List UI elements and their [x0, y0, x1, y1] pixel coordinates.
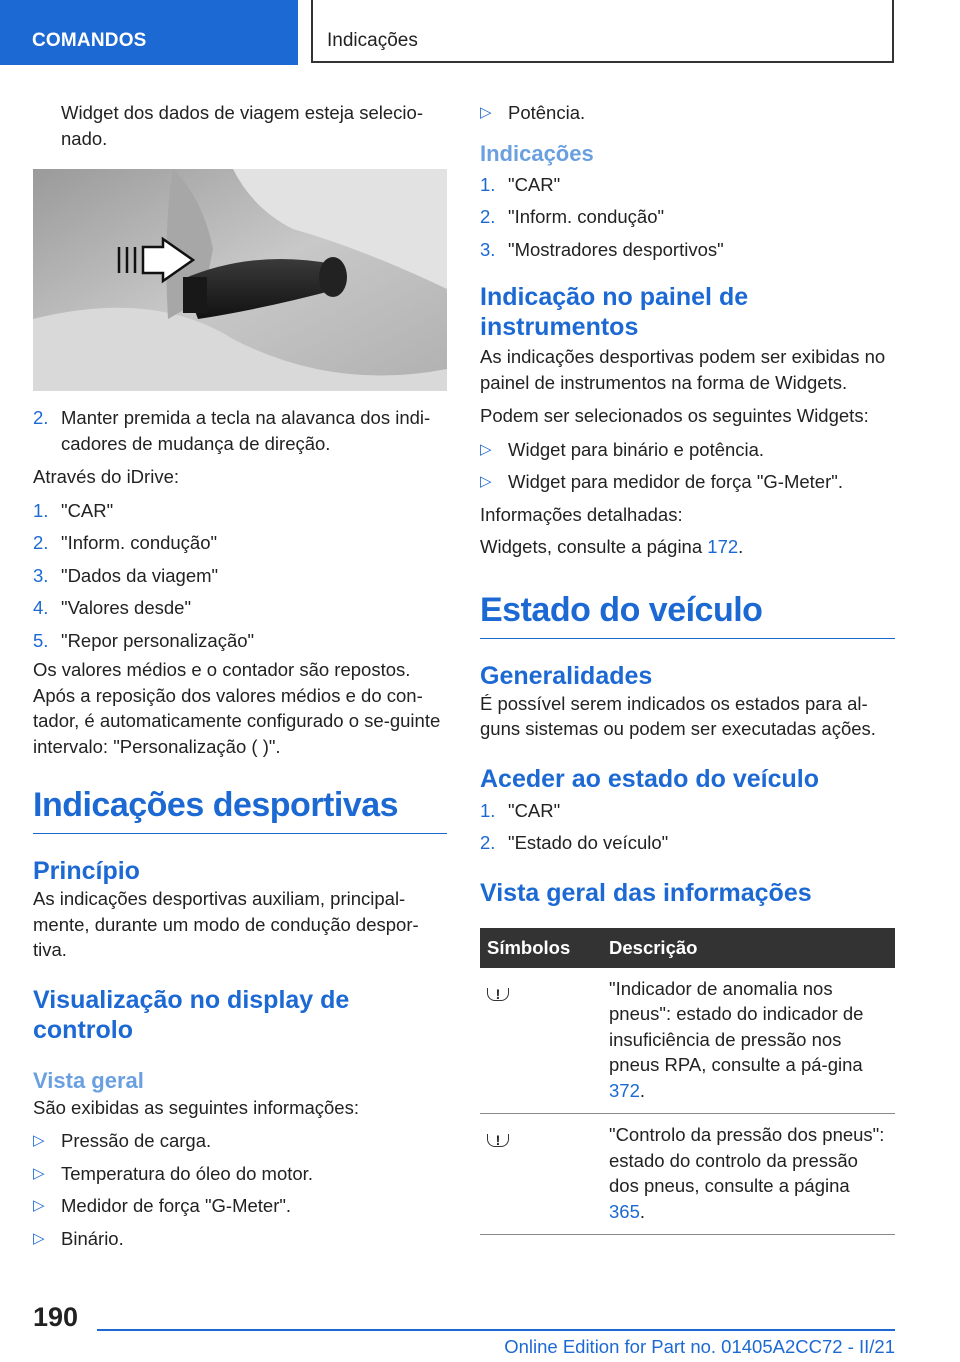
list-item: ▷ Pressão de carga. [33, 1128, 447, 1154]
bullet-triangle-icon: ▷ [480, 104, 492, 121]
select-paragraph: Podem ser selecionados os seguintes Widgets: [480, 405, 869, 426]
status-symbols-table [480, 928, 895, 1236]
idrive-intro: Através do iDrive: [33, 466, 179, 487]
footer-divider [97, 1329, 895, 1331]
indications-step-list [480, 172, 895, 263]
list-item: 1. "CAR" [33, 499, 114, 521]
overview-paragraph: São exibidas as seguintes informações: [33, 1096, 359, 1118]
general-paragraph: É possível serem indicados os estados para al-guns sistemas ou podem ser executadas ações. [480, 692, 876, 739]
heading-display: Visualização no display de controlo [33, 985, 350, 1044]
list-item: ▷ Binário. [33, 1226, 447, 1252]
lever-step-list [33, 405, 447, 456]
heading-principle: Princípio [33, 857, 140, 885]
heading-access-status: Aceder ao estado do veículo [480, 764, 819, 793]
power-list [480, 100, 895, 126]
widgets-list [480, 437, 895, 495]
heading-vehicle-status: Estado do veículo [480, 590, 895, 639]
heading-overview: Vista geral [33, 1067, 144, 1093]
list-item: 2. "Inform. condução" [33, 532, 218, 553]
edition-footer: Online Edition for Part no. 01405A2CC72 - II/21 [504, 1336, 895, 1357]
page-number: 190 [33, 1302, 79, 1332]
overview-list [33, 1128, 447, 1251]
reset-paragraph: Os valores médios e o contador são repostos. Após a reposição dos valores médios e do con-tador, é automaticamente configurado o se-guinte intervalo: "Personalização ( )". [33, 659, 441, 757]
tire-pressure-warning-icon: ! [487, 988, 509, 1001]
section-label: COMANDOS [32, 30, 147, 51]
column-header-symbols: Símbolos [480, 928, 602, 968]
list-item: 2. "Inform. condução" [480, 206, 665, 227]
column-header-description: Descrição [602, 928, 895, 968]
list-item: ▷ Medidor de força "G-Meter". [33, 1193, 447, 1219]
list-item: ▷ Potência. [480, 100, 895, 126]
access-step-list [480, 798, 895, 856]
heading-indications: Indicações [480, 140, 594, 166]
list-item: 4. "Valores desde" [33, 597, 192, 618]
bullet-triangle-icon: ▷ [33, 1229, 45, 1247]
heading-info-overview: Vista geral das informações [480, 878, 812, 907]
bullet-triangle-icon: ▷ [480, 440, 492, 458]
details-reference: Widgets, consulte a página 172. [480, 536, 744, 557]
list-item: 2. "Estado do veículo" [480, 832, 669, 853]
bullet-triangle-icon: ▷ [33, 1197, 45, 1214]
lever-illustration [33, 169, 447, 391]
table-row: ! "Indicador de anomalia nos pneus": estado do indicador de insuficiência de pressão nos pneus RPA, consulte a pá-gina 372. [480, 968, 895, 1114]
tire-pressure-warning-icon: ! [487, 1134, 509, 1147]
right-column [480, 100, 895, 1235]
list-item: ▷ Widget para binário e potência. [480, 437, 895, 463]
heading-general: Generalidades [480, 661, 653, 690]
list-item: 1. "CAR" [480, 173, 561, 195]
list-item: 3. "Mostradores desportivos" [480, 238, 724, 260]
heading-instrument-panel: Indicação no painel de instrumentos [480, 283, 749, 341]
page-link[interactable]: 172 [707, 536, 739, 557]
page-link[interactable]: 365 [609, 1200, 640, 1222]
panel-paragraph: As indicações desportivas podem ser exibidas no painel de instrumentos na forma de Widgets. [480, 346, 886, 393]
bullet-triangle-icon: ▷ [480, 473, 492, 490]
list-item: ▷ Widget para medidor de força "G-Meter". [480, 469, 895, 495]
chapter-title: Indicações [327, 30, 418, 51]
section-tab [0, 0, 298, 65]
list-item: 3. "Dados da viagem" [33, 564, 219, 586]
details-label: Informações detalhadas: [480, 503, 683, 525]
principle-paragraph: As indicações desportivas auxiliam, principal-mente, durante um modo de condução despor-tiva. [33, 888, 419, 960]
bullet-triangle-icon: ▷ [33, 1132, 45, 1149]
list-item: 1. "CAR" [480, 799, 561, 821]
left-column [33, 100, 447, 1251]
list-item: ▷ Temperatura do óleo do motor. [33, 1161, 447, 1187]
idrive-step-list [33, 498, 447, 654]
turn-signal-lever-photo [33, 169, 447, 391]
chapter-header [311, 0, 894, 63]
table-row: ! "Controlo da pressão dos pneus": estado do controlo da pressão dos pneus, consulte a página 365. [480, 1114, 895, 1235]
intro-text: Widget dos dados de viagem esteja selecio-nado. [61, 102, 423, 149]
list-item: 2. Manter premida a tecla na alavanca dos indi-cadores de mudança de direção. [33, 407, 431, 454]
page-link[interactable]: 372 [609, 1079, 640, 1101]
list-item: 5. "Repor personalização" [33, 629, 255, 651]
heading-sport-indications: Indicações desportivas [33, 785, 447, 834]
bullet-triangle-icon: ▷ [33, 1164, 45, 1182]
